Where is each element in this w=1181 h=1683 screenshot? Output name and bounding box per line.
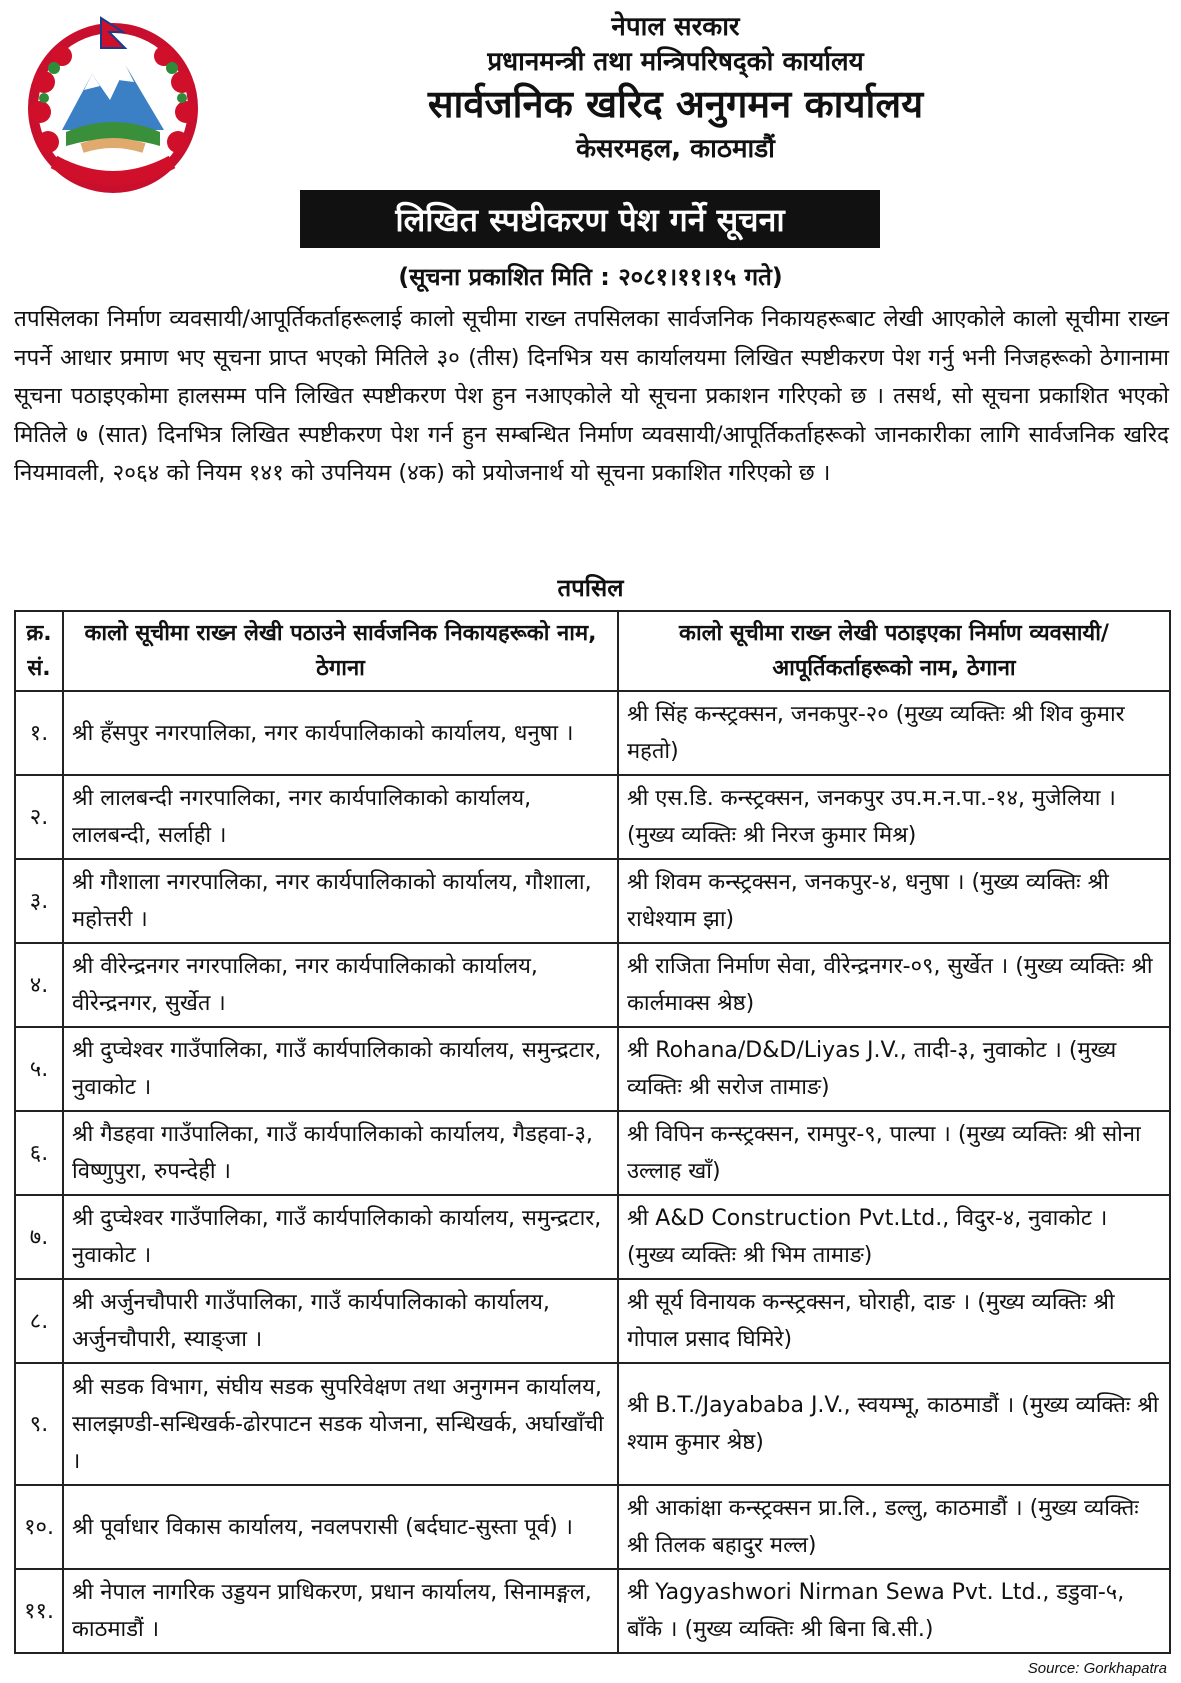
row-sn: ९. — [15, 1363, 63, 1485]
row-sn: २. — [15, 775, 63, 859]
row-entity: श्री लालबन्दी नगरपालिका, नगर कार्यपालिकाको कार्यालय, लालबन्दी, सर्लाही । — [63, 775, 618, 859]
row-entity: श्री वीरेन्द्रनगर नगरपालिका, नगर कार्यपालिकाको कार्यालय, वीरेन्द्रनगर, सुर्खेत । — [63, 943, 618, 1027]
header-entity: कालो सूचीमा राख्न लेखी पठाउने सार्वजनिक निकायहरूको नाम, ठेगाना — [63, 611, 618, 691]
header-vendor: कालो सूचीमा राख्न लेखी पठाइएका निर्माण व्यवसायी/आपूर्तिकर्ताहरूको नाम, ठेगाना — [618, 611, 1170, 691]
row-sn: ५. — [15, 1027, 63, 1111]
row-entity: श्री दुप्चेश्वर गाउँपालिका, गाउँ कार्यपालिकाको कार्यालय, समुन्द्रटार, नुवाकोट । — [63, 1027, 618, 1111]
table-row — [15, 1111, 1170, 1195]
table-row — [15, 859, 1170, 943]
table-row — [15, 1363, 1170, 1485]
notice-title: लिखित स्पष्टीकरण पेश गर्ने सूचना — [300, 190, 880, 248]
ministry-name: प्रधानमन्त्री तथा मन्त्रिपरिषद्को कार्यालय — [487, 47, 864, 78]
government-name: नेपाल सरकार — [611, 12, 740, 42]
row-sn: १०. — [15, 1485, 63, 1569]
row-sn: ७. — [15, 1195, 63, 1279]
letterhead — [200, 12, 1151, 165]
office-address: केसरमहल, काठमाडौं — [576, 133, 775, 164]
row-sn: ११. — [15, 1569, 63, 1653]
table-row — [15, 775, 1170, 859]
row-vendor: श्री विपिन कन्स्ट्रक्सन, रामपुर-९, पाल्पा । (मुख्य व्यक्तिः श्री सोना उल्लाह खाँ) — [618, 1111, 1170, 1195]
table-row — [15, 1195, 1170, 1279]
row-sn: ३. — [15, 859, 63, 943]
table-row — [15, 691, 1170, 775]
table-row — [15, 1027, 1170, 1111]
row-vendor: श्री Yagyashwori Nirman Sewa Pvt. Ltd., डडुवा-५, बाँके । (मुख्य व्यक्तिः श्री बिना बि.सी.) — [618, 1569, 1170, 1653]
blacklist-table — [14, 610, 1171, 1654]
row-vendor: श्री Rohana/D&D/Liyas J.V., तादी-३, नुवाकोट । (मुख्य व्यक्तिः श्री सरोज तामाङ) — [618, 1027, 1170, 1111]
row-sn: ४. — [15, 943, 63, 1027]
row-sn: १. — [15, 691, 63, 775]
row-entity: श्री नेपाल नागरिक उड्डयन प्राधिकरण, प्रधान कार्यालय, सिनामङ्गल, काठमाडौं । — [63, 1569, 618, 1653]
table-row — [15, 1485, 1170, 1569]
source-credit: Source: Gorkhapatra — [1027, 1660, 1167, 1677]
row-vendor: श्री राजिता निर्माण सेवा, वीरेन्द्रनगर-०९, सुर्खेत । (मुख्य व्यक्तिः श्री कार्लमाक्स श्रेष्ठ) — [618, 943, 1170, 1027]
row-entity: श्री पूर्वाधार विकास कार्यालय, नवलपरासी (बर्दघाट-सुस्ता पूर्व) । — [63, 1485, 618, 1569]
row-vendor: श्री आकांक्षा कन्स्ट्रक्सन प्रा.लि., डल्लु, काठमाडौं । (मुख्य व्यक्तिः श्री तिलक बहादुर मल्ल) — [618, 1485, 1170, 1569]
table-row — [15, 1569, 1170, 1653]
notice-body: तपसिलका निर्माण व्यवसायी/आपूर्तिकर्ताहरूलाई कालो सूचीमा राख्न तपसिलका सार्वजनिक निकायहरूबाट लेखी आएकोले कालो सूचीमा राख्न नपर्ने आधार प्रमाण भए सूचना प्राप्त भएको मितिले ३० (तीस) दिनभित्र यस कार्यालयमा लिखित स्पष्टीकरण पेश गर्नु भनी निजहरूको ठेगानामा सूचना पठाइएकोमा हालसम्म पनि लिखित स्पष्टीकरण पेश हुन नआएकोले यो सूचना प्रकाशन गरिएको छ । तसर्थ, सो सूचना प्रकाशित भएको मितिले ७ (सात) दिनभित्र लिखित स्पष्टीकरण पेश गर्न हुन सम्बन्धित निर्माण व्यवसायी/आपूर्तिकर्ताहरूको जानकारीका लागि सार्वजनिक खरिद नियमावली, २०६४ को नियम १४१ को उपनियम (४क) को प्रयोजनार्थ यो सूचना प्रकाशित गरिएको छ । — [14, 306, 1169, 486]
row-entity: श्री दुप्चेश्वर गाउँपालिका, गाउँ कार्यपालिकाको कार्यालय, समुन्द्रटार, नुवाकोट । — [63, 1195, 618, 1279]
row-entity: श्री हँसपुर नगरपालिका, नगर कार्यपालिकाको कार्यालय, धनुषा । — [63, 691, 618, 775]
row-vendor: श्री शिवम कन्स्ट्रक्सन, जनकपुर-४, धनुषा । (मुख्य व्यक्तिः श्री राधेश्याम झा) — [618, 859, 1170, 943]
row-entity: श्री अर्जुनचौपारी गाउँपालिका, गाउँ कार्यपालिकाको कार्यालय, अर्जुनचौपारी, स्याङ्जा । — [63, 1279, 618, 1363]
row-vendor: श्री एस.डि. कन्स्ट्रक्सन, जनकपुर उप.म.न.पा.-१४, मुजेलिया । (मुख्य व्यक्तिः श्री निरज कुमार मिश्र) — [618, 775, 1170, 859]
row-entity: श्री गैडहवा गाउँपालिका, गाउँ कार्यपालिकाको कार्यालय, गैडहवा-३, विष्णुपुरा, रुपन्देही । — [63, 1111, 618, 1195]
table-row — [15, 1279, 1170, 1363]
row-entity: श्री सडक विभाग, संघीय सडक सुपरिवेक्षण तथा अनुगमन कार्यालय, सालझण्डी-सन्धिखर्क-ढोरपाटन सडक योजना, सन्धिखर्क, अर्घाखाँची । — [63, 1363, 618, 1485]
row-vendor: श्री A&D Construction Pvt.Ltd., विदुर-४, नुवाकोट । (मुख्य व्यक्तिः श्री भिम तामाङ) — [618, 1195, 1170, 1279]
table-row — [15, 943, 1170, 1027]
office-name: सार्वजनिक खरिद अनुगमन कार्यालय — [427, 82, 924, 127]
row-vendor: श्री सूर्य विनायक कन्स्ट्रक्सन, घोराही, दाङ । (मुख्य व्यक्तिः श्री गोपाल प्रसाद घिमिरे) — [618, 1279, 1170, 1363]
row-vendor: श्री सिंह कन्स्ट्रक्सन, जनकपुर-२० (मुख्य व्यक्तिः श्री शिव कुमार महतो) — [618, 691, 1170, 775]
nepal-emblem-icon — [22, 12, 204, 194]
row-sn: ८. — [15, 1279, 63, 1363]
row-entity: श्री गौशाला नगरपालिका, नगर कार्यपालिकाको कार्यालय, गौशाला, महोत्तरी । — [63, 859, 618, 943]
header-sn: क्र. सं. — [15, 611, 63, 691]
published-date: (सूचना प्रकाशित मिति : २०८१।११।१५ गते) — [398, 263, 783, 291]
schedule-title: तपसिल — [557, 574, 624, 602]
row-sn: ६. — [15, 1111, 63, 1195]
table-header-row — [15, 611, 1170, 691]
row-vendor: श्री B.T./Jayababa J.V., स्वयम्भू, काठमाडौं । (मुख्य व्यक्तिः श्री श्याम कुमार श्रेष्ठ) — [618, 1363, 1170, 1485]
